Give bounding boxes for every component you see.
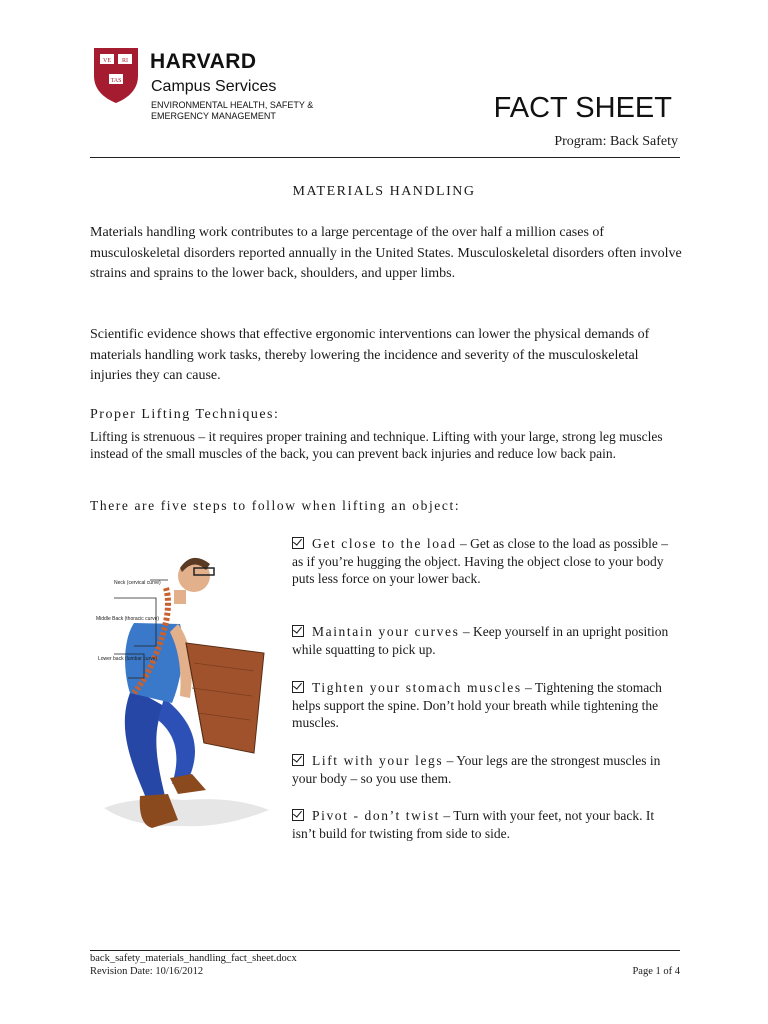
step-text: – Get as close to the load as possible – as if you’re hugging the object. Having the object close to your body puts less force on your lower back.	[292, 536, 669, 586]
program-label: Program: Back Safety	[554, 134, 678, 149]
step-pivot	[292, 807, 672, 842]
checkbox-icon	[292, 537, 304, 549]
header-divider	[90, 157, 680, 158]
lifting-techniques-heading: Proper Lifting Techniques:	[90, 407, 280, 422]
step-lift-with-legs	[292, 752, 672, 787]
step-get-close	[292, 535, 672, 588]
step-tighten-stomach	[292, 679, 672, 732]
svg-text:Neck (cervical curve): Neck (cervical curve)	[114, 580, 161, 586]
step-maintain-curves	[292, 623, 672, 658]
harvard-shield-logo	[92, 46, 140, 104]
svg-text:RI: RI	[122, 58, 128, 64]
step-name: Maintain your curves	[312, 624, 460, 639]
steps-intro: There are five steps to follow when lifting an object:	[90, 498, 461, 513]
intro-paragraph-1: Materials handling work contributes to a large percentage of the over half a million cases of musculoskeletal disorders reported annually in the United States. Musculoskeletal disorders often involve strains and sprains to the lower back, shoulders, and upper limbs.	[90, 225, 682, 281]
step-text: – Keep yourself in an upright position while squatting to pick up.	[292, 624, 669, 657]
footer-revision-date: Revision Date: 10/16/2012	[90, 966, 204, 977]
step-text: – Turn with your feet, not your back. It isn’t build for twisting from side to side.	[292, 808, 655, 841]
step-name: Pivot - don’t twist	[312, 808, 441, 823]
svg-text:Lower back (lumbar curve): Lower back (lumbar curve)	[98, 656, 158, 662]
lifting-illustration	[94, 528, 276, 848]
step-text: – Tightening the stomach helps support the spine. Don’t hold your breath while tightening the muscles.	[292, 680, 662, 730]
intro-paragraph-2: Scientific evidence shows that effective ergonomic interventions can lower the physical demands of materials handling work tasks, thereby lowering the incidence and severity of the musculoskeletal injuries they can cause.	[90, 327, 650, 383]
dept-line-2: EMERGENCY MANAGEMENT	[151, 111, 276, 121]
svg-text:TAS: TAS	[110, 78, 122, 84]
step-text: – Your legs are the strongest muscles in your body – so you use them.	[292, 753, 661, 786]
org-department	[151, 100, 351, 122]
org-name: HARVARD	[150, 50, 257, 73]
checkbox-icon	[292, 809, 304, 821]
svg-text:Middle Back (thoracic curve): Middle Back (thoracic curve)	[96, 616, 160, 622]
org-subtitle: Campus Services	[151, 78, 277, 95]
document-type-title: FACT SHEET	[493, 92, 672, 124]
footer-divider	[90, 950, 680, 951]
footer-filename: back_safety_materials_handling_fact_sheet.docx	[90, 953, 297, 964]
footer-page-number: Page 1 of 4	[632, 966, 680, 977]
step-name: Get close to the load	[312, 536, 457, 551]
checkbox-icon	[292, 625, 304, 637]
dept-line-1: ENVIRONMENTAL HEALTH, SAFETY &	[151, 100, 314, 110]
checkbox-icon	[292, 681, 304, 693]
step-name: Tighten your stomach muscles	[312, 680, 522, 695]
step-name: Lift with your legs	[312, 753, 444, 768]
section-title: MATERIALS HANDLING	[292, 184, 476, 199]
lifting-techniques-body: Lifting is strenuous – it requires proper training and technique. Lifting with your large, strong leg muscles instead of the small muscles of the back, you can prevent back injuries and reduce low back pain.	[90, 429, 663, 461]
svg-text:VE: VE	[103, 58, 111, 64]
checkbox-icon	[292, 754, 304, 766]
